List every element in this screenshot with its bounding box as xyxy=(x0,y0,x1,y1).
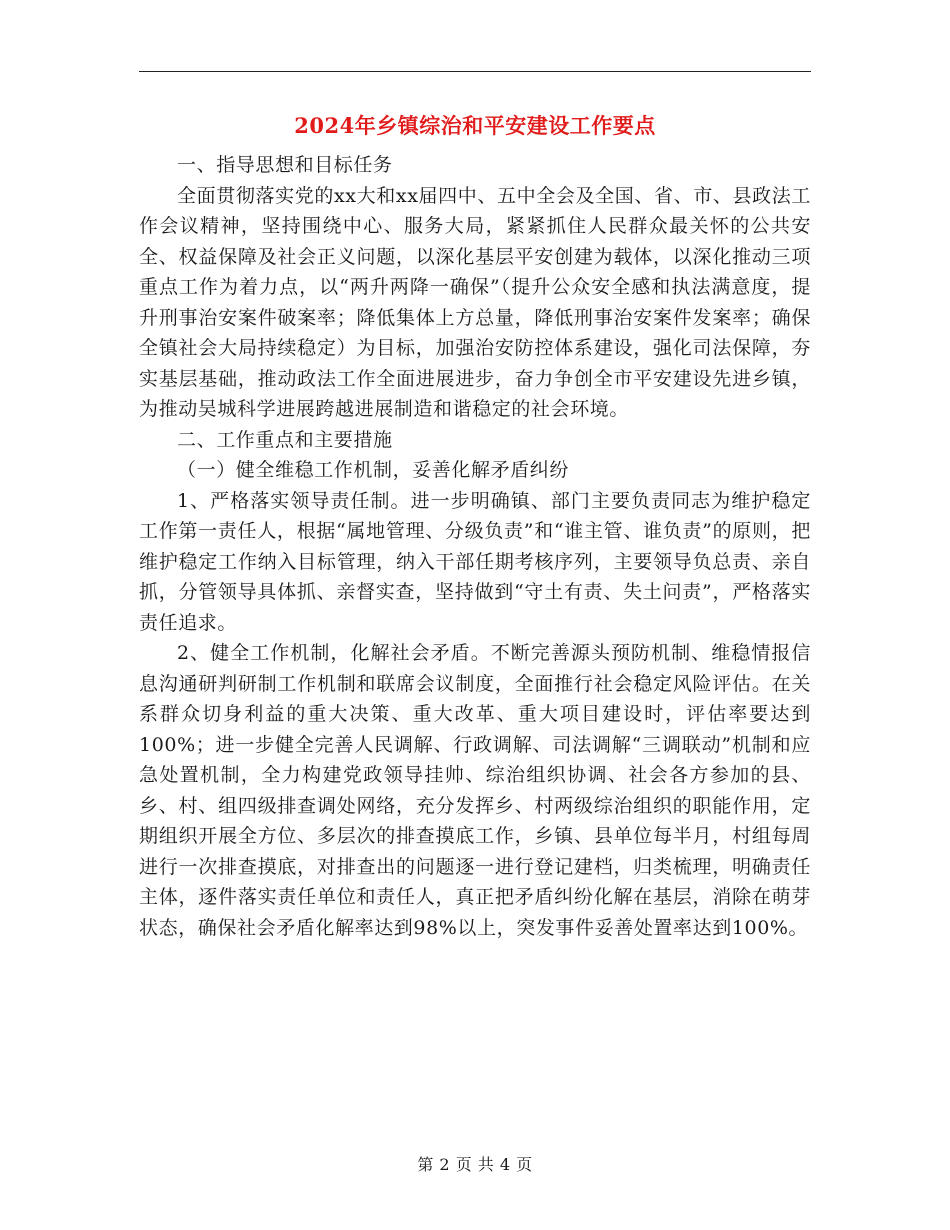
body-paragraph-guiding-thought: 全面贯彻落实党的xx大和xx届四中、五中全会及全国、省、市、县政法工作会议精神，坚持围绕中心、服务大局，紧紧抓住人民群众最关怀的公共安全、权益保障及社会正义问题，以深化基层平安创建为载体，以深化推动三项重点工作为着力点，以“两升两降一确保”（提升公众安全感和执法满意度，提升刑事治安案件破案率；降低集体上方总量，降低刑事治安案件发案率；确保全镇社会大局持续稳定）为目标，加强治安防控体系建设，强化司法保障，夯实基层基础，推动政法工作全面进展进步，奋力争创全市平安建设先进乡镇，为推动吴城科学进展跨越进展制造和谐稳定的社会环境。 xyxy=(139,184,811,420)
section-heading-2: 二、工作重点和主要措施 xyxy=(177,428,393,451)
page-number-footer: 第 2 页 共 4 页 xyxy=(417,1155,533,1174)
body-paragraph-item-2: 2、健全工作机制，化解社会矛盾。不断完善源头预防机制、维稳情报信息沟通研判研制工作机制和联席会议制度，全面推行社会稳定风险评估。在关系群众切身利益的重大决策、重大改革、重大项目建设时，评估率要达到100%；进一步健全完善人民调解、行政调解、司法调解“三调联动”机制和应急处置机制，全力构建党政领导挂帅、综治组织协调、社会各方参加的县、乡、村、组四级排查调处网络，充分发挥乡、村两级综治组织的职能作用，定期组织开展全方位、多层次的排查摸底工作，乡镇、县单位每半月，村组每周进行一次排查摸底，对排查出的问题逐一进行登记建档，归类梳理，明确责任主体，逐件落实责任单位和责任人，真正把矛盾纠纷化解在基层，消除在萌芽状态，确保社会矛盾化解率达到98%以上，突发事件妥善处置率达到100%。 xyxy=(139,642,811,939)
header-rule xyxy=(139,71,811,72)
subsection-heading-1: （一）健全维稳工作机制，妥善化解矛盾纠纷 xyxy=(177,459,570,481)
section-heading-1: 一、指导思想和目标任务 xyxy=(177,154,393,176)
document-body xyxy=(139,150,811,943)
body-paragraph-item-1: 1、严格落实领导责任制。进一步明确镇、部门主要负责同志为维护稳定工作第一责任人，根据“属地管理、分级负责”和“谁主管、谁负责”的原则，把维护稳定工作纳入目标管理，纳入干部任期考核序列，主要领导负总责、亲自抓，分管领导具体抓、亲督实查，坚持做到“守土有责、失土问责”，严格落实责任追求。 xyxy=(139,489,811,634)
document-title: 2024年乡镇综治和平安建设工作要点 xyxy=(294,113,656,138)
